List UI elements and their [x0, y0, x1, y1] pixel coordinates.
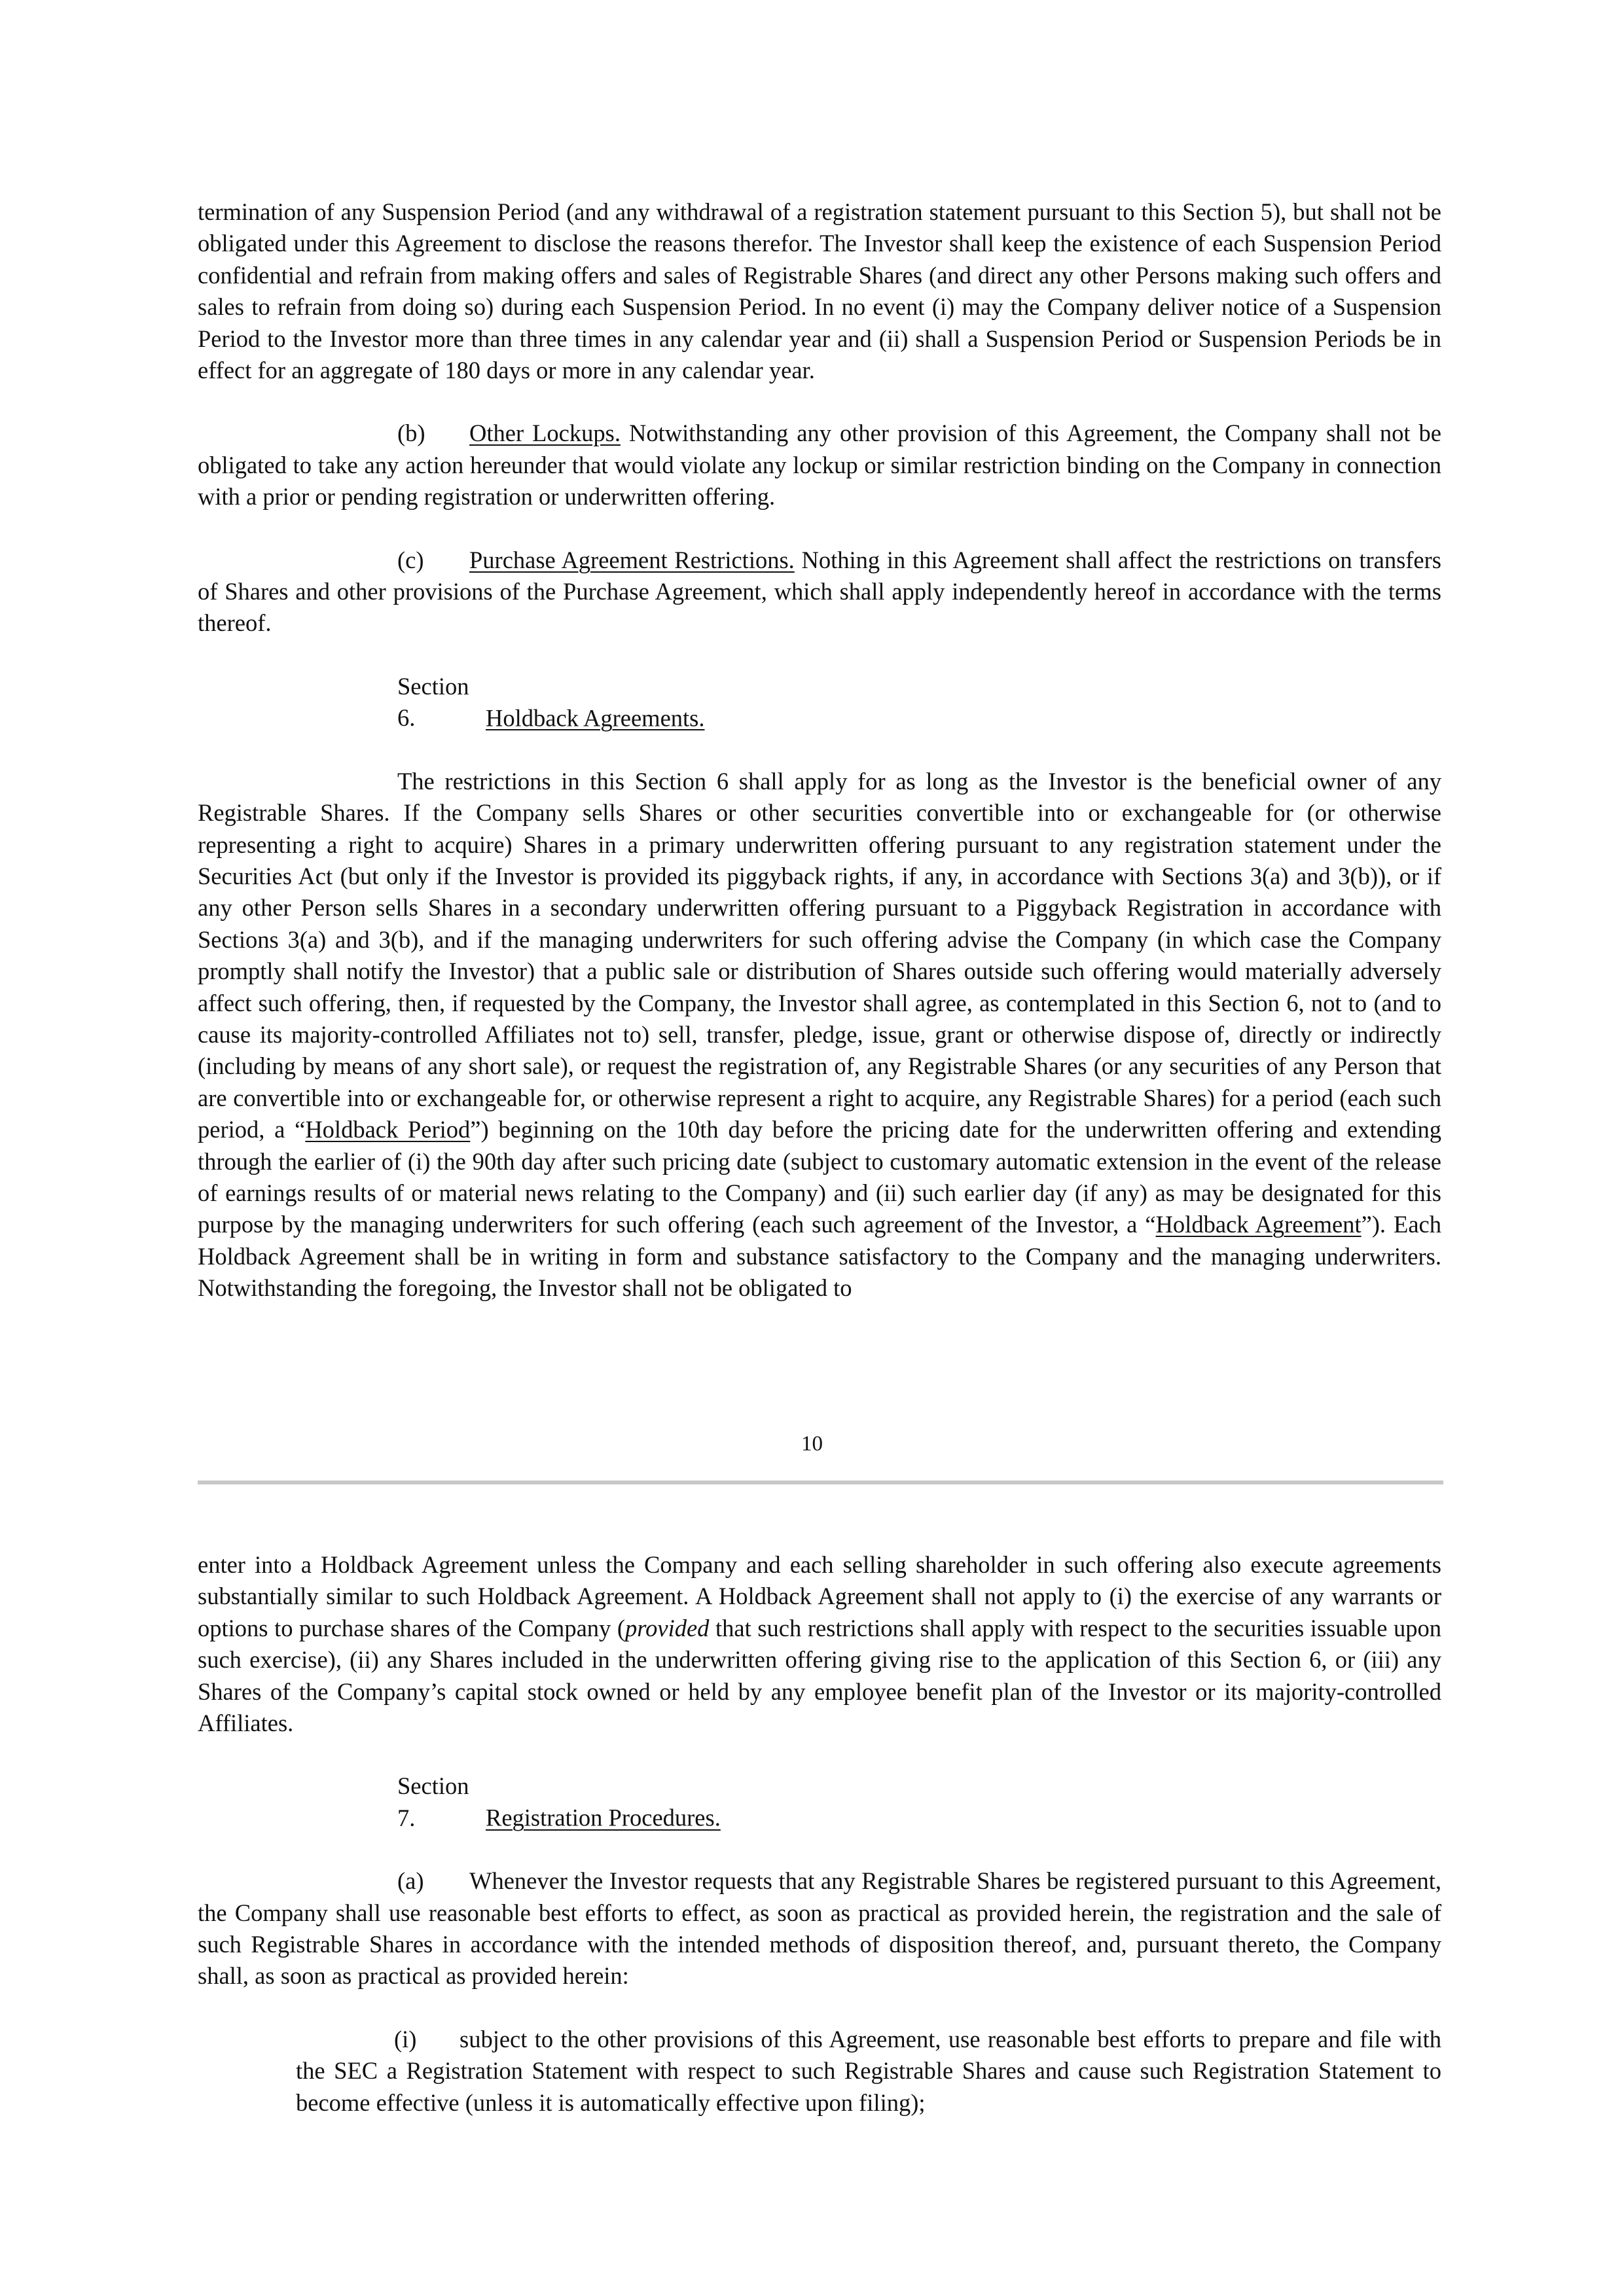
- item-c-heading: Purchase Agreement Restrictions.: [469, 546, 795, 573]
- item-b-other-lockups: [198, 418, 1441, 512]
- item-c-marker: (c): [397, 546, 424, 573]
- page-1-text: [198, 196, 1441, 1304]
- item-i-marker: (i): [394, 2025, 417, 2053]
- continuation-part2: that such restrictions shall apply with respect to the securities issuable upon such exercise), (ii) any Shares included in the underwritten offering giving rise to the application of this Section 6, or (iii) any Shares of the Company’s capital stock owned or held by any employee benefit plan of the Investor or its majority-controlled Affiliates.: [198, 1614, 1441, 1737]
- section-7-title: Registration Procedures.: [486, 1804, 721, 1831]
- holdback-agreement-term: Holdback Agreement: [1155, 1211, 1362, 1238]
- section-7-number: Section 7.: [397, 1772, 469, 1831]
- item-a-text: Whenever the Investor requests that any Registrable Shares be registered pursuant to this Agreement, the Company shall use reasonable best efforts to effect, as soon as practical as provided herein, the registration and the sale of such Registrable Shares in accordance with the intended methods of disposition thereof, and, pursuant thereto, the Company shall, as soon as practical as provided herein:: [198, 1867, 1441, 1990]
- continuation-part1: enter into a Holdback Agreement unless the Company and each selling shareholder in such offering also execute agreements substantially similar to such Holdback Agreement. A Holdback Agreement shall not apply to (i) the exercise of any warrants or options to purchase shares of the Company (: [198, 1551, 1441, 1641]
- page-number: 10: [801, 1432, 823, 1456]
- section-6-body-part3: ”). Each Holdback Agreement shall be in writing in form and substance satisfactory to the Company and the managing underwriters. Notwithstanding the foregoing, the Investor shall not be obligated to: [198, 1211, 1441, 1302]
- item-a-registration: [198, 1865, 1441, 1992]
- page-2-text: [198, 1549, 1441, 2119]
- item-i-text: subject to the other provisions of this Agreement, use reasonable best efforts to prepare and file with the SEC a Registration Statement with respect to such Registrable Shares and cause such Registration Statement to become effective (unless it is automatically effective upon filing);: [296, 2025, 1441, 2116]
- item-c-purchase-agreement: [198, 545, 1441, 639]
- item-b-heading: Other Lockups.: [469, 420, 621, 447]
- paragraph-suspension-period: termination of any Suspension Period (and any withdrawal of a registration statement pursuant to this Section 5), but shall not be obligated under this Agreement to disclose the reasons therefor. The Investor shall keep the existence of each Suspension Period confidential and refrain from making offers and sales of Registrable Shares (and direct any other Persons making such offers and sales to refrain from doing so) during each Suspension Period. In no event (i) may the Company deliver notice of a Suspension Period to the Investor more than three times in any calendar year and (ii) shall a Suspension Period or Suspension Periods be in effect for an aggregate of 180 days or more in any calendar year.: [198, 198, 1441, 384]
- item-b-marker: (b): [397, 420, 425, 447]
- page-divider: [198, 1480, 1443, 1484]
- section-6-number: Section 6.: [397, 672, 469, 732]
- section-6-body-part1: The restrictions in this Section 6 shall apply for as long as the Investor is the beneficial owner of any Registrable Shares. If the Company sells Shares or other securities convertible into or exchangeable for (or otherwise representing a right to acquire) Shares in a primary underwritten offering pursuant to any registration statement under the Securities Act (but only if the Investor is provided its piggyback rights, if any, in accordance with Sections 3(a) and 3(b)), or if any other Person sells Shares in a secondary underwritten offering pursuant to a Piggyback Registration in accordance with Sections 3(a) and 3(b), and if the managing underwriters for such offering advise the Company (in which case the Company promptly shall notify the Investor) that a public sale or distribution of Shares outside such offering would materially adversely affect such offering, then, if requested by the Company, the Investor shall agree, as contemplated in this Section 6, not to (and to cause its majority-controlled Affiliates not to) sell, transfer, pledge, issue, grant or otherwise dispose of, directly or indirectly (including by means of any short sale), or request the registration of, any Registrable Shares (or any securities of any Person that are convertible into or exchangeable for, or otherwise represent a right to acquire, any Registrable Shares) for a period (each such period, a “: [198, 767, 1441, 1143]
- section-6-heading: [198, 671, 1441, 734]
- holdback-period-term: Holdback Period: [305, 1116, 471, 1143]
- item-c-text: Nothing in this Agreement shall affect the restrictions on transfers of Shares and other provisions of the Purchase Agreement, which shall apply independently hereof in accordance with the terms thereof.: [198, 546, 1441, 637]
- provided-italic: provided: [625, 1614, 710, 1641]
- section-7-heading: [198, 1770, 1441, 1834]
- item-b-text: Notwithstanding any other provision of this Agreement, the Company shall not be obligated to take any action hereunder that would violate any lockup or similar restriction binding on the Company in connection with a prior or pending registration or underwritten offering.: [198, 420, 1441, 511]
- section-6-body: [198, 766, 1441, 1304]
- section-6-body-part2: ”) beginning on the 10th day before the pricing date for the underwritten offering and extending through the earlier of (i) the 90th day after such pricing date (subject to customary automatic extension in the event of the release of earnings results of or material news relating to the Company) and (ii) such earlier day (if any) as may be designated for this purpose by the managing underwriters for such offering (each such agreement of the Investor, a “: [198, 1116, 1441, 1238]
- paragraph-holdback-continuation: [198, 1549, 1441, 1739]
- item-a-marker: (a): [397, 1867, 424, 1895]
- section-6-title: Holdback Agreements.: [486, 704, 705, 732]
- item-i-prepare-file: [296, 2024, 1441, 2119]
